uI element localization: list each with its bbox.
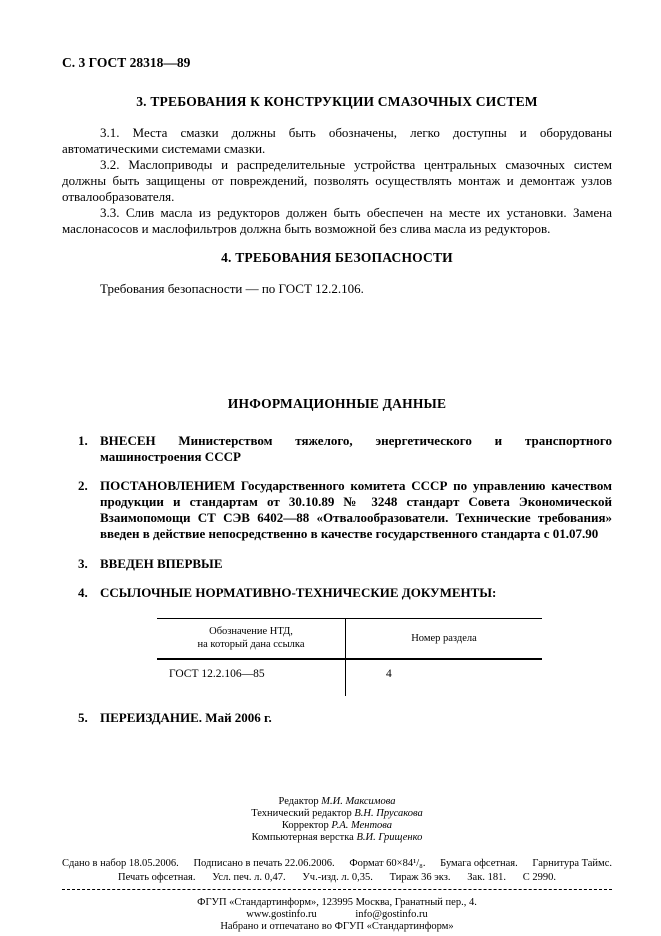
credit-layout-role: Компьютерная верстка — [251, 832, 357, 843]
publisher-address: ФГУП «Стандартинформ», 123995 Москва, Гранатный пер., 4. — [197, 897, 477, 908]
paragraph-3-1: 3.1. Места смазки должны быть обозначены, легко доступны и оборудованы автоматическими системами смазки. — [62, 125, 612, 156]
paragraph-3-2: 3.2. Маслоприводы и распределительные устройства центральных смазочных систем должны быть защищены от повреждений, позволять осуществлять монтаж и демонтаж узлов отвалообразователя. — [62, 157, 612, 204]
info-item-2-text: ПОСТАНОВЛЕНИЕМ Государственного комитета СССР по управлению качеством продукции и стандартам от 30.10.89 № 3248 стандарт Совета Экономической Взаимопомощи СТ СЭВ 6402—88 «Отвалообразователи. Технические требования» введен в действие непосредственно в качестве государственного стандарта с 01.07.90 — [100, 478, 612, 541]
imprint-publisher-sheets: Уч.-изд. л. 0,35. — [302, 872, 373, 883]
publisher-website: www.gostinfo.ru — [246, 909, 317, 920]
imprint-order-number: Зак. 181. — [467, 872, 506, 883]
imprint-line-2 — [62, 871, 612, 885]
credits-block — [62, 796, 612, 844]
credit-technical-editor-role: Технический редактор — [251, 808, 355, 819]
section4-title: 4. ТРЕБОВАНИЯ БЕЗОПАСНОСТИ — [221, 250, 453, 265]
info-item-4-number: 4. — [78, 585, 88, 600]
credit-editor-role: Редактор — [278, 796, 322, 807]
info-item-2 — [62, 478, 612, 542]
imprint-typeset-date: Сдано в набор 18.05.2006. — [62, 858, 179, 869]
imprint-typeface: Гарнитура Таймс. — [532, 858, 612, 869]
table-cell-ntd: ГОСТ 12.2.106—85 — [157, 660, 346, 696]
table-cell-section: 4 — [386, 668, 392, 680]
info-item-4 — [62, 585, 612, 601]
page-header: С. 3 ГОСТ 28318—89 — [62, 55, 191, 70]
imprint-printer-sheets: Усл. печ. л. 0,47. — [212, 872, 286, 883]
info-item-3-text: ВВЕДЕН ВПЕРВЫЕ — [100, 556, 223, 571]
info-item-3-number: 3. — [78, 556, 88, 571]
info-item-5 — [62, 710, 612, 726]
imprint-print-date: Подписано в печать 22.06.2006. — [193, 858, 335, 869]
imprint-line-1 — [62, 857, 612, 871]
info-data-title: ИНФОРМАЦИОННЫЕ ДАННЫЕ — [227, 396, 447, 411]
credit-technical-editor-name: В.Н. Прусакова — [354, 808, 423, 819]
table-header-section — [346, 619, 542, 658]
info-item-3 — [62, 556, 612, 572]
credit-editor-name: М.И. Максимова — [321, 796, 396, 807]
info-item-1-text: ВНЕСЕН Министерством тяжелого, энергетического и транспортного машиностроения СССР — [100, 433, 612, 464]
table-header-ntd — [157, 619, 346, 658]
credit-layout — [62, 832, 612, 844]
credit-editor — [62, 796, 612, 808]
info-item-5-number: 5. — [78, 710, 88, 725]
imprint-format: Формат 60×84¹/₈. — [349, 858, 426, 869]
credit-proofreader-role: Корректор — [281, 820, 332, 831]
table-header-section-text: Номер раздела — [411, 632, 477, 644]
dashed-separator — [62, 889, 612, 890]
imprint-circulation: Тираж 36 экз. — [389, 872, 451, 883]
table-header-ntd-line1: Обозначение НТД, — [209, 626, 293, 637]
paragraph-3-3: 3.3. Слив масла из редукторов должен быть обеспечен на месте их установки. Замена маслонасосов и маслофильтров должна быть возможной без слива масла из редукторов. — [62, 205, 612, 236]
publisher-contacts — [62, 909, 612, 921]
imprint-print-method: Печать офсетная. — [118, 872, 196, 883]
imprint-block — [62, 857, 612, 885]
imprint-code: С 2990. — [522, 872, 556, 883]
info-item-1 — [62, 433, 612, 465]
info-item-5-text: ПЕРЕИЗДАНИЕ. Май 2006 г. — [100, 710, 272, 725]
info-item-1-number: 1. — [78, 433, 88, 448]
table-header-row — [157, 619, 542, 660]
publisher-printed-note: Набрано и отпечатано во ФГУП «Стандартинформ» — [220, 921, 454, 932]
info-item-4-text: ССЫЛОЧНЫЕ НОРМАТИВНО-ТЕХНИЧЕСКИЕ ДОКУМЕНТЫ: — [100, 585, 497, 600]
credit-proofreader-name: Р.А. Ментова — [331, 820, 393, 831]
paragraph-4-body: Требования безопасности — по ГОСТ 12.2.106. — [100, 281, 364, 296]
credit-layout-name: В.И. Грищенко — [356, 832, 423, 843]
credit-proofreader — [62, 820, 612, 832]
imprint-paper: Бумага офсетная. — [440, 858, 518, 869]
section3-title: 3. ТРЕБОВАНИЯ К КОНСТРУКЦИИ СМАЗОЧНЫХ СИСТЕМ — [136, 94, 538, 109]
publisher-email: info@gostinfo.ru — [355, 909, 428, 920]
reference-documents-table — [157, 618, 542, 696]
table-row — [157, 660, 542, 696]
credit-technical-editor — [62, 808, 612, 820]
publisher-block — [62, 897, 612, 933]
table-header-ntd-line2: на который дана ссылка — [197, 639, 305, 650]
info-item-2-number: 2. — [78, 478, 88, 493]
